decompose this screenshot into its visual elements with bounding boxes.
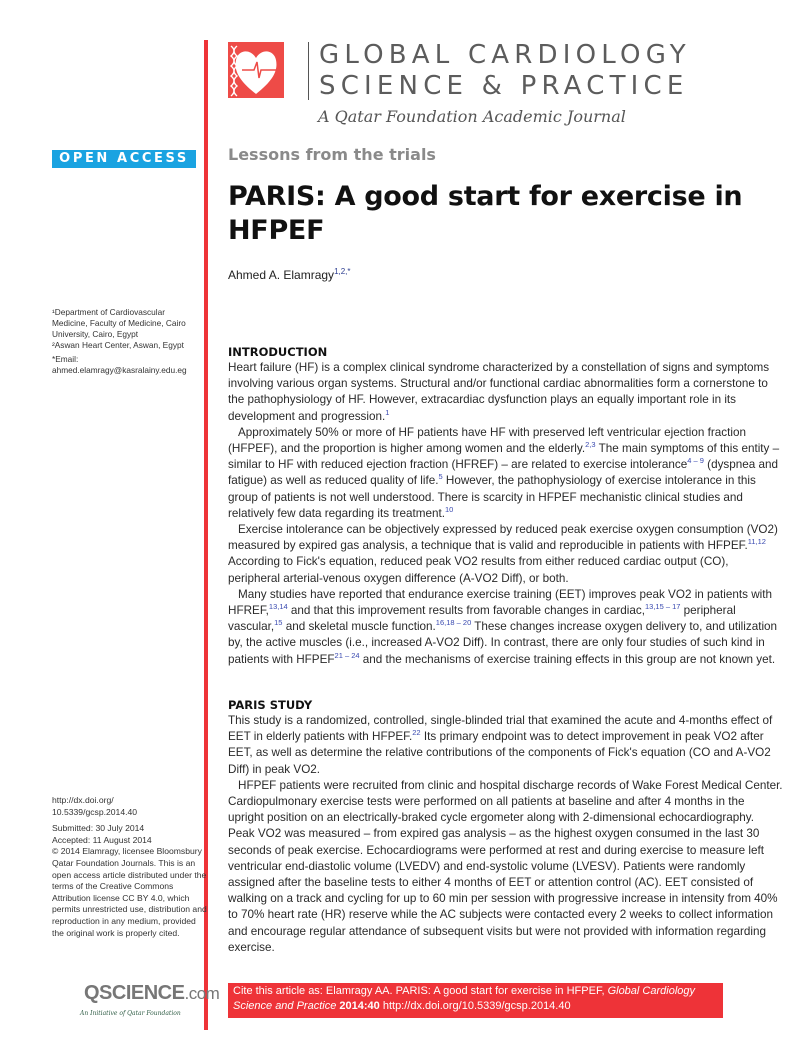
citation-doi-link[interactable]: http://dx.doi.org/10.5339/gcsp.2014.40 — [379, 1000, 571, 1012]
qscience-logo-suffix: .com — [184, 984, 220, 1003]
ref-link[interactable]: 10 — [444, 504, 454, 514]
paris-paragraph-2: HFPEF patients were recruited from clinic and hospital discharge records of Wake Forest Medical Center. Cardiopulmonary exercise tests were performed on all patients at baseline and after 4 months in the upright position on an electrically-braked cycle ergometer along with 2-dimensional echocardiography. Peak VO2 was measured – from expired gas analysis – as the highest oxygen consumed in the last 30 seconds of peak exercise. Echocardiograms were performed at rest and during exercise to measure left ventricular end-diastolic volume (LVEDV) and end-systolic volume (LVESV). Patients were randomly assigned after the baseline tests to either 4 months of EET or attention control (AC). EET consisted of walking on a track and cycling for up to 60 min per session with progressive increase in intensity from 40% to 70% heart rate (HR) reserve while the AC subjects were contacted every 2 weeks to collect information and encourage regular attendance of subsequent visits but were not provided with information regarding exercise. — [228, 778, 783, 954]
qscience-tagline: An Initiative of Qatar Foundation — [80, 1010, 181, 1017]
ref-link[interactable]: 4 – 9 — [687, 456, 704, 466]
heart-dna-ecg-logo-icon — [228, 42, 284, 98]
doi-link-line2[interactable]: 10.5339/gcsp.2014.40 — [52, 806, 138, 817]
ref-link[interactable]: 1 — [385, 407, 390, 417]
intro-paragraph-4 — [228, 587, 783, 668]
submitted-date: Submitted: 30 July 2014 — [52, 823, 145, 834]
intro-paragraph-2 — [228, 425, 783, 522]
qscience-logo — [84, 982, 219, 1005]
paris-study-heading: PARIS STUDY — [228, 698, 313, 712]
qscience-logo-main: QSCIENCE — [84, 982, 185, 1004]
paris-p1-text: Its primary endpoint was to detect improvement in peak VO2 after EET, as well as determine the relative contributions of the components of Fick's equation (CO and A-VO2 Diff) in peak VO2. — [228, 730, 771, 776]
intro-p4-text: and the mechanisms of exercise training effects in this group are not known yet. — [359, 652, 776, 666]
affiliation-2: ²Aswan Heart Center, Aswan, Egypt — [52, 340, 184, 350]
journal-title-line1: GLOBAL CARDIOLOGY — [319, 40, 691, 70]
intro-p1-text: Heart failure (HF) is a complex clinical syndrome characterized by a constellation of signs and symptoms involving various organ systems. Structural and/or functional cardiac abnormalities form a cornerstone to the pathophysiology of HF. However, extracardiac dysfunction plays an equally important role in its development and progression. — [228, 361, 770, 423]
accepted-date: Accepted: 11 August 2014 — [52, 834, 152, 845]
citation-year-volume: 2014:40 — [336, 1000, 380, 1012]
affiliation-1: ¹Department of Cardiovascular Medicine, Faculty of Medicine, Cairo University, Cairo, Egypt — [52, 307, 186, 339]
citation-box — [228, 983, 723, 1018]
ref-link[interactable]: 2,3 — [585, 440, 596, 450]
article-title: PARIS: A good start for exercise in HFPEF — [228, 181, 743, 246]
intro-p4-text: and skeletal muscle function. — [282, 620, 436, 634]
journal-tagline: A Qatar Foundation Academic Journal — [318, 107, 626, 126]
ref-link[interactable]: 13,14 — [268, 602, 288, 612]
paris-study-section — [228, 698, 783, 956]
intro-p4-text: and that this improvement results from favorable changes in cardiac, — [287, 604, 645, 618]
intro-paragraph-3 — [228, 522, 783, 587]
author-line — [228, 267, 351, 282]
paris-paragraph-1 — [228, 713, 783, 778]
ref-link[interactable]: 13,15 – 17 — [644, 602, 681, 612]
section-label: Lessons from the trials — [228, 145, 436, 164]
ref-link[interactable]: 22 — [412, 728, 421, 738]
citation-journal: Global Cardiology Science and Practice — [233, 985, 695, 1012]
ref-link[interactable]: 21 – 24 — [334, 650, 360, 660]
intro-paragraph-1 — [228, 360, 783, 425]
intro-p2-text: (dyspnea and fatigue) as well as reduced quality of life. — [228, 458, 779, 488]
intro-p4-text: peripheral vascular, — [228, 604, 736, 634]
intro-p2-text: However, the pathophysiology of exercise intolerance in this group of patients is not well understood. There is scarcity in HFPEF mechanistic clinical studies and relatively few data regarding its treatment. — [228, 474, 756, 520]
ref-link[interactable]: 5 — [438, 472, 443, 482]
intro-p4-text: Many studies have reported that endurance exercise training (EET) improves peak VO2 in patients with HFREF, — [228, 587, 773, 618]
ref-link[interactable]: 15 — [274, 618, 283, 628]
intro-p3-text: Exercise intolerance can be objectively expressed by reduced peak exercise oxygen consumption (VO2) measured by expired gas analysis, a technique that is valid and reproducible in patients with HFPEF. — [228, 523, 778, 553]
citation-prefix: Cite this article as: Elamragy AA. PARIS: A good start for exercise in HFPEF, — [233, 985, 608, 997]
author-name: Ahmed A. Elamragy — [228, 268, 335, 282]
introduction-section — [228, 345, 783, 668]
logo-divider — [308, 42, 309, 100]
journal-title — [319, 40, 691, 102]
ref-link[interactable]: 16,18 – 20 — [435, 618, 472, 628]
email-label: *Email: — [52, 354, 79, 364]
article-metadata — [52, 795, 207, 939]
intro-p2-text: Approximately 50% or more of HF patients have HF with preserved left ventricular ejection fraction (HFPEF), and the proportion is higher among women and the elderly. — [228, 425, 746, 456]
paris-p1-text: This study is a randomized, controlled, single-blinded trial that examined the acute and 4-months effect of EET in elderly patients with HFPEF. — [228, 714, 773, 744]
doi-link-line1[interactable]: http://dx.doi.org/ — [52, 795, 114, 805]
intro-p4-text: These changes increase oxygen delivery to, and utilization by, the active muscles (i.e., increased A-VO2 Diff). In contrast, there are only four studies of such kind in patients with HFPEF — [228, 620, 778, 666]
license-text: © 2014 Elamragy, licensee Bloomsbury Qatar Foundation Journals. This is an open access article distributed under the terms of the Creative Commons Attribution license CC BY 4.0, which permits unrestricted use, distribution and reproduction in any medium, provided the original work is properly cited. — [52, 846, 207, 938]
author-affiliation-refs[interactable]: 1,2,* — [334, 267, 351, 276]
journal-title-line2: SCIENCE & PRACTICE — [319, 71, 689, 101]
email-link[interactable]: ahmed.elamragy@kasralainy.edu.eg — [52, 365, 187, 375]
intro-p2-text: The main symptoms of this entity – similar to HF with reduced ejection fraction (HFREF) – are related to exercise intolerance — [228, 442, 780, 472]
ref-link[interactable]: 11,12 — [747, 537, 766, 547]
affiliations — [52, 307, 202, 376]
introduction-heading: INTRODUCTION — [228, 345, 328, 359]
open-access-badge: OPEN ACCESS — [52, 150, 196, 168]
intro-p3-text: According to Fick's equation, reduced peak VO2 results from either reduced cardiac output (CO), peripheral arterial-venous oxygen difference (A-VO2 Diff), or both. — [228, 555, 729, 585]
